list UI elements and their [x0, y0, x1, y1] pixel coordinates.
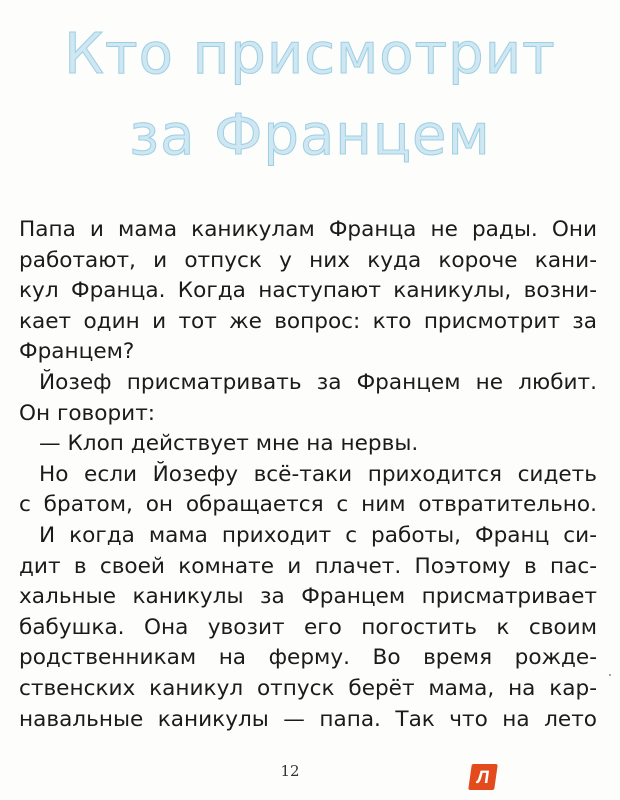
text-line: работают, и отпуск у них куда короче кани-: [19, 247, 597, 273]
chapter-body-text: [19, 215, 597, 735]
text-line: Йозеф присматривать за Францем не любит.: [39, 369, 597, 395]
logo-glyph: Л: [475, 767, 491, 787]
text-line: родственникам на ферму. Во время рожде-: [19, 645, 597, 671]
text-line: Папа и мама каникулам Франца не рады. Они: [19, 217, 597, 242]
paragraph-1: [19, 215, 597, 368]
text-line: бабушка. Она увозит его погостить к своим: [19, 614, 597, 640]
text-line: кает один и тот же вопрос: кто присмотрит за: [19, 308, 597, 334]
text-line: кул Франца. Когда наступают каникулы, возни-: [19, 278, 597, 304]
paragraph-4: [19, 460, 597, 521]
labirint-logo-icon: [468, 764, 498, 790]
paragraph-2: [19, 368, 597, 429]
text-line: Он говорит:: [19, 400, 156, 426]
text-line: хальные каникулы за Францем присматривает: [19, 584, 597, 610]
paper-speck: [609, 674, 611, 676]
text-line: И когда мама приходит с работы, Франц си-: [39, 522, 597, 548]
text-line: навальные каникулы — папа. Так что на лето: [19, 706, 597, 732]
text-line: с братом, он обращается с ним отвратительно.: [19, 492, 597, 518]
chapter-title-line-1: Кто присмотрит: [64, 22, 556, 87]
text-line: ственских каникул отпуск берёт мама, на кар-: [19, 675, 597, 701]
chapter-title-line-2: за Францем: [129, 103, 491, 168]
text-line: — Клоп действует мне на нервы.: [39, 431, 419, 457]
paragraph-3: [19, 429, 597, 460]
page-number: 12: [280, 762, 300, 780]
text-line: Но если Йозефу всё-таки приходится сидеть: [39, 461, 597, 487]
text-line: дит в своей комнате и плачет. Поэтому в пас-: [19, 553, 597, 579]
text-line: Францем?: [19, 339, 135, 365]
paragraph-5: [19, 521, 597, 735]
